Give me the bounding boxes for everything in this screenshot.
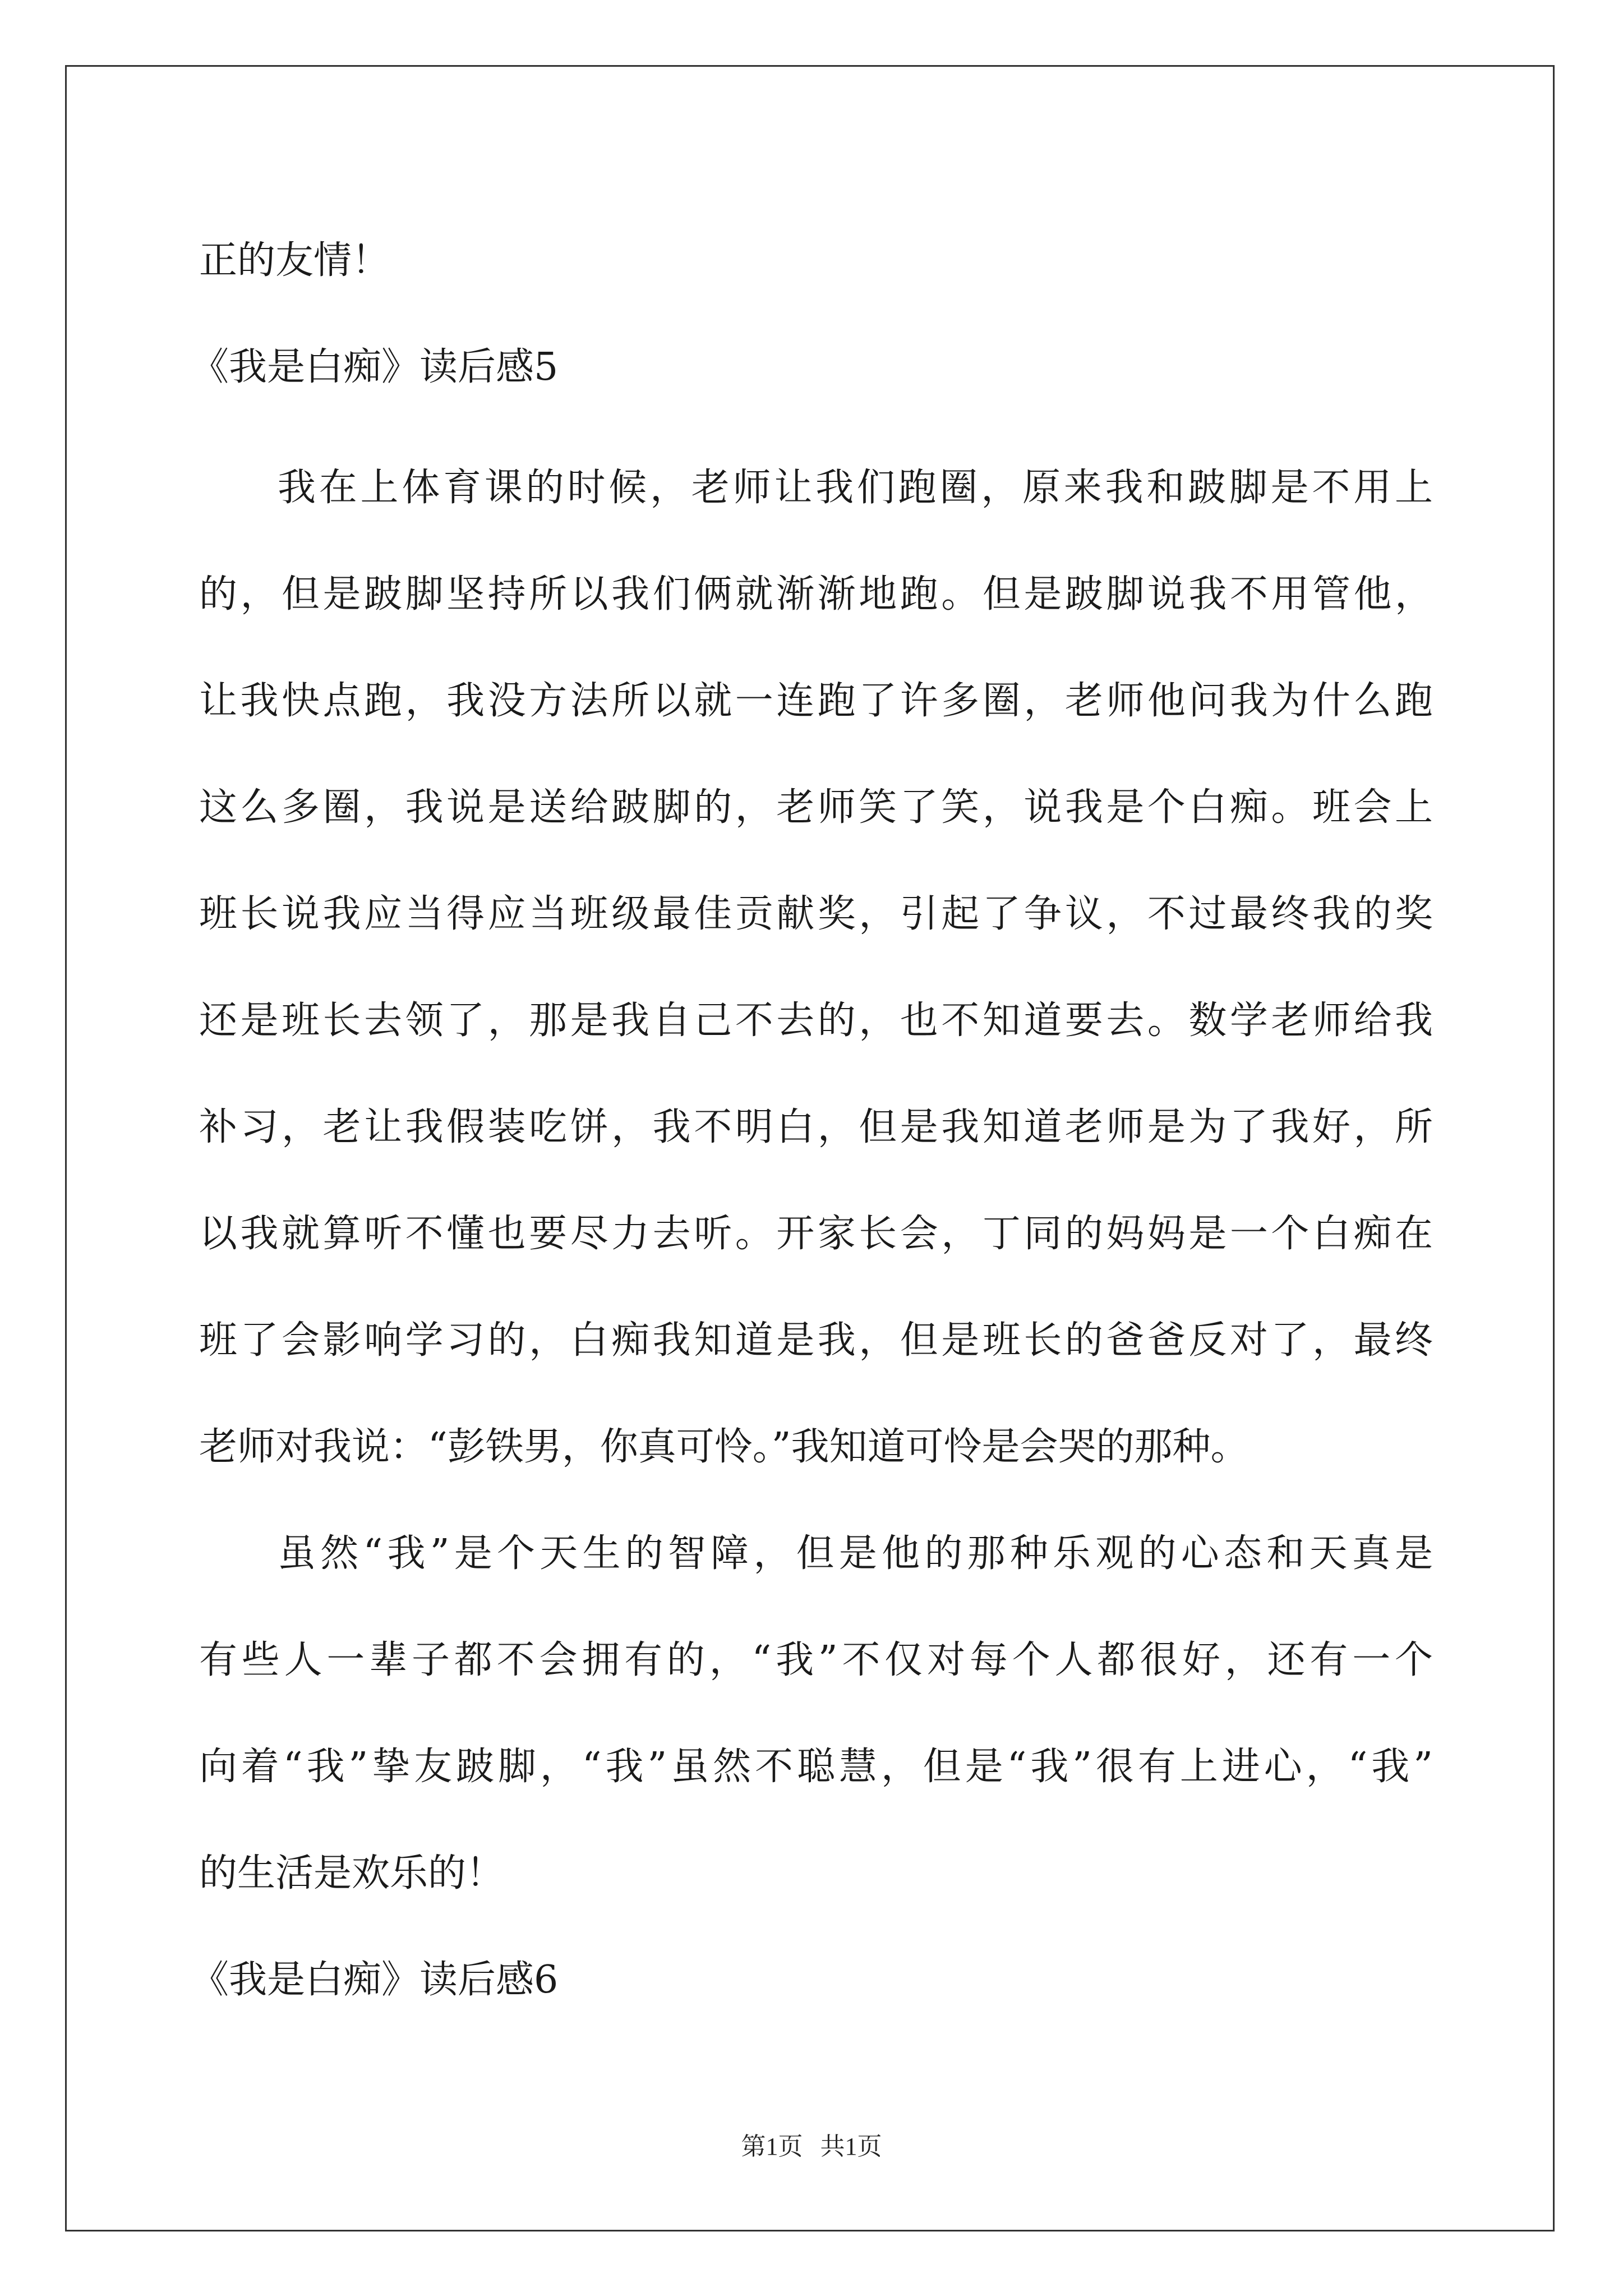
- paragraph-line: 以我就算听不懂也要尽力去听。开家长会，丁同的妈妈是一个白痴在: [199, 1212, 1433, 1256]
- section-heading: 《我是白痴》读后感5: [191, 345, 559, 389]
- paragraph-line: 的，但是跛脚坚持所以我们俩就渐渐地跑。但是跛脚说我不用管他，: [199, 572, 1433, 616]
- paragraph-line: 虽然“我”是个天生的智障，但是他的那种乐观的心态和天真是: [278, 1531, 1433, 1576]
- paragraph-line: 的生活是欢乐的！: [199, 1851, 505, 1895]
- total-pages: 共1页: [820, 2133, 882, 2160]
- paragraph-line: 班了会影响学习的，白痴我知道是我，但是班长的爸爸反对了，最终: [199, 1318, 1433, 1363]
- paragraph-line: 还是班长去领了，那是我自己不去的，也不知道要去。数学老师给我: [199, 999, 1433, 1043]
- paragraph-line: 班长说我应当得应当班级最佳贡献奖，引起了争议，不过最终我的奖: [199, 892, 1433, 936]
- section-heading: 《我是白痴》读后感6: [191, 1958, 559, 2002]
- page-number: 第1页: [741, 2133, 803, 2160]
- paragraph-line: 补习，老让我假装吃饼，我不明白，但是我知道老师是为了我好，所: [199, 1105, 1433, 1149]
- paragraph-line: 老师对我说：“彭铁男，你真可怜。”我知道可怜是会哭的那种。: [199, 1425, 1249, 1469]
- paragraph-line: 有些人一辈子都不会拥有的，“我”不仅对每个人都很好，还有一个: [199, 1638, 1433, 1682]
- document-body: [191, 208, 1433, 2033]
- paragraph-line: 我在上体育课的时候，老师让我们跑圈，原来我和跛脚是不用上: [278, 466, 1433, 510]
- paragraph-line: 让我快点跑，我没方法所以就一连跑了许多圈，老师他问我为什么跑: [199, 679, 1433, 723]
- paragraph-line: 正的友情！: [199, 238, 390, 283]
- page-footer: [0, 2126, 1623, 2162]
- paragraph-line: 这么多圈，我说是送给跛脚的，老师笑了笑，说我是个白痴。班会上: [199, 785, 1433, 830]
- paragraph-line: 向着“我”挚友跛脚，“我”虽然不聪慧，但是“我”很有上进心，“我”: [199, 1745, 1433, 1789]
